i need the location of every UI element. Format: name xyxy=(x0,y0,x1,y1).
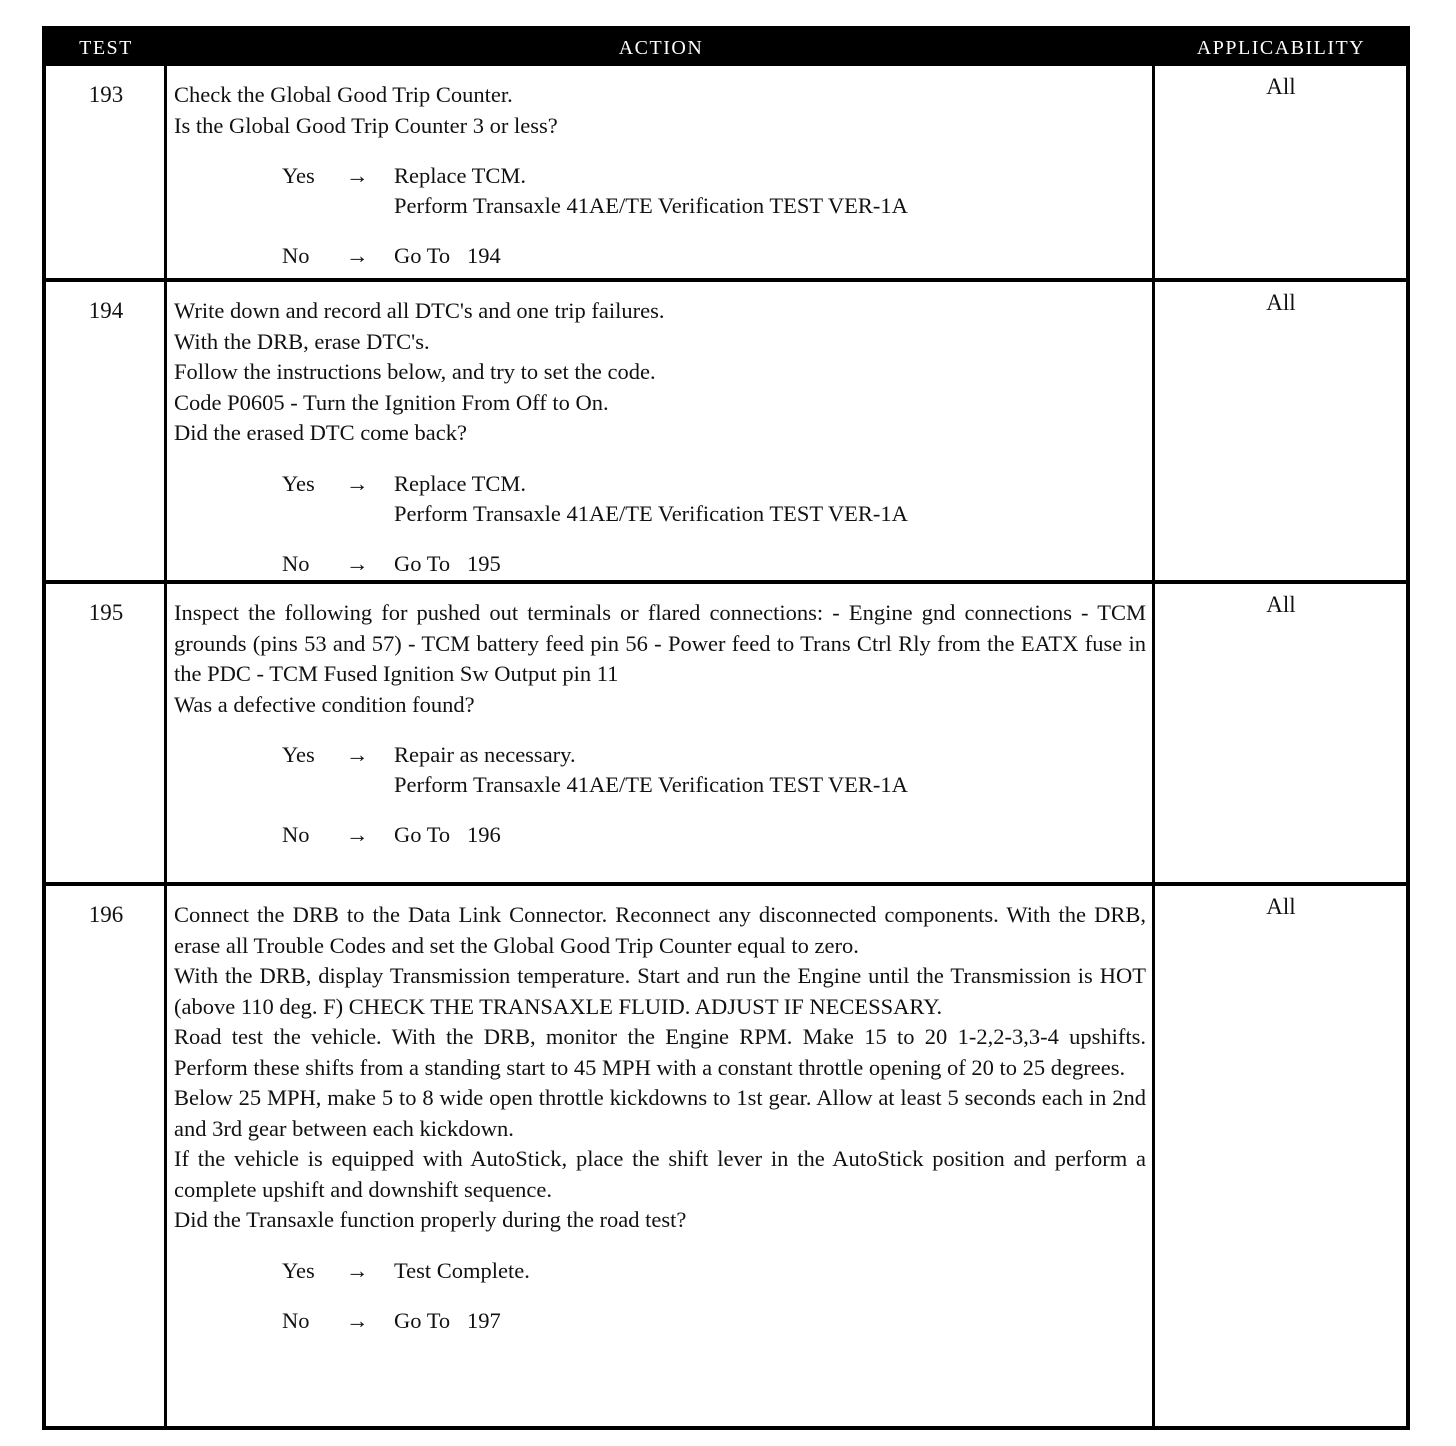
arrow-right-icon: → xyxy=(346,243,369,268)
test-number: 194 xyxy=(88,298,124,323)
test-number: 196 xyxy=(88,902,124,927)
test-number: 193 xyxy=(88,82,124,107)
action-cell xyxy=(174,598,1146,850)
arrow-right-icon: → xyxy=(346,822,369,847)
arrow-right-icon: → xyxy=(346,1307,369,1333)
no-label: No xyxy=(282,550,310,576)
test-question: Connect the DRB to the Data Link Connector. Reconnect any disconnected components. With the DRB, erase all Trouble Codes and set the Global Good Trip Counter equal to zero. With the DRB, display Transmission temperature. Start and run the Engine until the Transmission is HOT (above 110 deg. F) CHECK THE TRANSAXLE FLUID. ADJUST IF NECESSARY. Road test the vehicle. With the DRB, monitor the Engine RPM. Make 15 to 20 1-2,2-3,3-4 upshifts. Perform these shifts from a standing start to 45 MPH with a constant throttle opening of 20 to 25 degrees. Below 25 MPH, make 5 to 8 wide open throttle kickdowns to 1st gear. Allow at least 5 seconds each in 2nd and 3rd gear between each kickdown. If the vehicle is equipped with AutoStick, place the shift lever in the AutoStick position and perform a complete upshift and downshift sequence. Did the Transaxle function properly during the road test? xyxy=(174,902,1146,1232)
yes-label: Yes xyxy=(282,163,315,188)
no-label: No xyxy=(282,243,310,268)
diagnostic-test-table xyxy=(42,26,1410,1430)
column-divider xyxy=(164,886,167,1426)
applicability-cell: All xyxy=(1266,894,1296,919)
no-outcome xyxy=(174,549,1146,579)
yes-label: Yes xyxy=(282,1257,315,1283)
action-cell xyxy=(174,900,1146,1336)
arrow-right-icon: → xyxy=(346,1257,369,1283)
test-number: 195 xyxy=(88,600,124,625)
yes-outcome xyxy=(174,469,1146,499)
column-divider xyxy=(164,584,167,882)
table-row xyxy=(46,66,1406,278)
column-divider xyxy=(164,282,167,580)
arrow-right-icon: → xyxy=(346,163,369,188)
applicability-cell: All xyxy=(1266,74,1296,99)
yes-outcome xyxy=(174,740,1146,770)
header-applicability: APPLICABILITY xyxy=(1196,37,1366,59)
table-row xyxy=(46,580,1406,882)
arrow-right-icon: → xyxy=(346,550,369,576)
no-result: Go To 195 xyxy=(394,550,501,576)
yes-result-line2: Perform Transaxle 41AE/TE Verification TEST VER-1A xyxy=(394,772,908,797)
yes-result: Replace TCM. xyxy=(394,163,527,188)
table-row xyxy=(46,278,1406,580)
no-label: No xyxy=(282,1307,310,1333)
yes-outcome-continued xyxy=(174,499,1146,529)
applicability-cell: All xyxy=(1266,290,1296,315)
arrow-right-icon: → xyxy=(346,470,369,496)
no-outcome xyxy=(174,1306,1146,1336)
header-test: TEST xyxy=(79,37,133,59)
table-header xyxy=(46,30,1406,66)
yes-outcome xyxy=(174,161,1146,191)
no-label: No xyxy=(282,822,310,847)
test-question: Write down and record all DTC's and one trip failures. With the DRB, erase DTC's. Follow the instructions below, and try to set the code. Code P0605 - Turn the Ignition From Off to On. Did the erased DTC come back? xyxy=(174,298,665,445)
no-result: Go To 194 xyxy=(394,243,501,268)
column-divider xyxy=(1152,584,1155,882)
action-cell xyxy=(174,80,1146,271)
yes-result: Repair as necessary. xyxy=(394,742,576,767)
action-cell xyxy=(174,296,1146,579)
no-outcome xyxy=(174,241,1146,271)
no-result: Go To 197 xyxy=(394,1307,501,1333)
test-question: Inspect the following for pushed out terminals or flared connections: - Engine gnd connections - TCM grounds (pins 53 and 57) - TCM battery feed pin 56 - Power feed to Trans Ctrl Rly from the EATX fuse in the PDC - TCM Fused Ignition Sw Output pin 11 Was a defective condition found? xyxy=(174,600,1146,717)
yes-outcome-continued xyxy=(174,191,1146,221)
yes-result-line2: Perform Transaxle 41AE/TE Verification TEST VER-1A xyxy=(394,500,908,526)
yes-result: Test Complete. xyxy=(394,1257,530,1283)
applicability-cell: All xyxy=(1266,592,1296,617)
no-outcome xyxy=(174,820,1146,850)
yes-result-line2: Perform Transaxle 41AE/TE Verification TEST VER-1A xyxy=(394,193,908,218)
header-action: ACTION xyxy=(618,37,704,59)
yes-result: Replace TCM. xyxy=(394,470,527,496)
table-row xyxy=(46,882,1406,1426)
column-divider xyxy=(1152,282,1155,580)
arrow-right-icon: → xyxy=(346,742,369,767)
test-question: Check the Global Good Trip Counter. Is the Global Good Trip Counter 3 or less? xyxy=(174,82,558,138)
yes-outcome-continued xyxy=(174,770,1146,800)
yes-label: Yes xyxy=(282,742,315,767)
column-divider xyxy=(1152,886,1155,1426)
yes-label: Yes xyxy=(282,470,315,496)
no-result: Go To 196 xyxy=(394,822,501,847)
yes-outcome xyxy=(174,1256,1146,1286)
column-divider xyxy=(1152,66,1155,278)
